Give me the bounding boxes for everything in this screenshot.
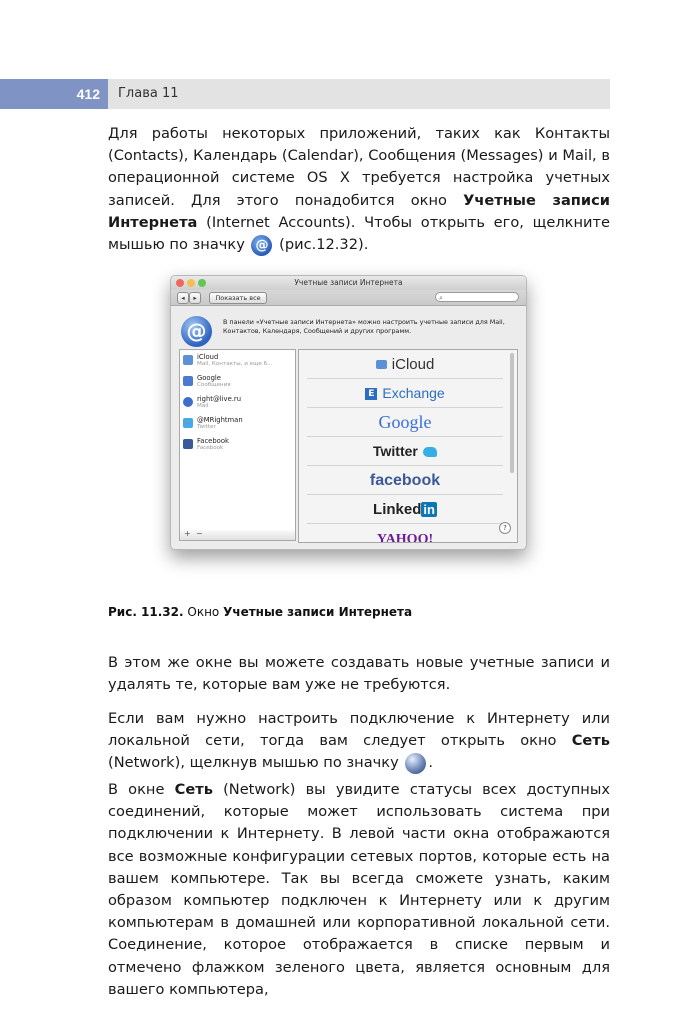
paragraph-4	[108, 779, 610, 1001]
account-sub: Mail	[197, 403, 209, 409]
window-toolbar	[171, 290, 526, 306]
caption-label: Рис. 11.32.	[108, 605, 184, 619]
provider-facebook[interactable]	[307, 466, 503, 495]
provider-icloud[interactable]	[307, 350, 503, 379]
at-icon	[183, 397, 193, 407]
provider-google[interactable]	[307, 408, 503, 437]
provider-label: Twitter	[373, 443, 418, 459]
caption-text: Окно	[183, 605, 224, 619]
accounts-list-controls	[179, 530, 296, 541]
account-item[interactable]	[183, 353, 293, 373]
chapter-title: Глава 11	[118, 86, 179, 101]
para3-text-3: .	[428, 754, 434, 772]
internet-accounts-icon: @	[251, 235, 272, 256]
intro-text: Для работы некоторых приложений, таких как Контакты (Contacts), Календарь (Calendar), Сообщения (Messages) и Mail, в операционной системе OS X требуется настройка учетных записей. Для этого понадобится окно	[108, 125, 610, 209]
account-item[interactable]	[183, 437, 293, 457]
accounts-list	[179, 349, 296, 531]
search-input[interactable]	[435, 292, 519, 302]
back-button[interactable]: ◂	[177, 292, 189, 304]
account-item[interactable]	[183, 374, 293, 394]
facebook-icon	[183, 439, 193, 449]
remove-account-button[interactable]: −	[196, 529, 203, 538]
network-globe-icon	[405, 753, 426, 774]
intro-bold: Учетные записи Интернета	[108, 191, 610, 231]
para4-bold: Сеть	[174, 781, 213, 798]
provider-label: Linked	[373, 501, 422, 518]
provider-linkedin[interactable]	[307, 495, 503, 524]
provider-label: facebook	[369, 472, 441, 489]
help-button[interactable]: ?	[499, 522, 511, 534]
account-name: Google	[197, 374, 221, 382]
providers-scrollbar[interactable]	[510, 353, 514, 473]
paragraph-3	[108, 708, 610, 775]
para3-text-2: (Network), щелкнув мышью по значку	[108, 754, 404, 772]
exchange-icon: E	[365, 388, 377, 400]
internet-accounts-large-icon: @	[181, 316, 212, 347]
internet-accounts-window	[170, 275, 527, 550]
account-item[interactable]	[183, 416, 293, 436]
account-sub: Сообщения	[197, 382, 231, 388]
running-header	[108, 79, 610, 109]
account-sub: Twitter	[197, 424, 216, 430]
google-icon	[183, 376, 193, 386]
account-item[interactable]	[183, 395, 293, 415]
add-account-button[interactable]: +	[184, 529, 191, 538]
paragraph-2: В этом же окне вы можете создавать новые учетные записи и удалять те, которые вам уже не требуются.	[108, 654, 610, 694]
provider-label: Exchange	[382, 385, 445, 401]
providers-list	[298, 349, 518, 543]
para4-text: В окне	[108, 781, 175, 798]
intro-text-3: (рис.12.32).	[274, 236, 369, 254]
para3-bold: Сеть	[571, 732, 610, 750]
intro-text-2: (Internet Accounts). Чтобы открыть его, щелкните мышью по значку	[108, 213, 610, 254]
para3-text: Если вам нужно настроить подключение к Интернету или локальной сети, тогда вам следует открыть окно	[108, 710, 610, 750]
window-title: Учетные записи Интернета	[294, 278, 403, 287]
window-titlebar	[171, 276, 526, 290]
cloud-icon	[376, 360, 387, 369]
account-name: right@live.ru	[197, 395, 242, 403]
figure-caption	[108, 605, 412, 619]
linkedin-badge: in	[423, 502, 435, 517]
provider-label: YAHOO!	[376, 532, 434, 543]
provider-label: iCloud	[391, 356, 435, 373]
provider-exchange[interactable]	[307, 379, 503, 408]
show-all-button[interactable]: Показать все	[209, 292, 267, 304]
info-text: В панели «Учетные записи Интернета» можно настроить учетные записи для Mail, Контактов, Календаря, Сообщений и других программ.	[223, 318, 505, 335]
account-name: iCloud	[197, 353, 219, 361]
account-sub: Facebook	[197, 445, 224, 451]
twitter-bird-icon	[423, 447, 437, 457]
provider-label: Google	[378, 412, 432, 432]
provider-twitter[interactable]	[307, 437, 503, 466]
search-icon: ⌕	[439, 294, 443, 302]
caption-bold: Учетные записи Интернета	[223, 605, 413, 619]
account-sub: Mail, Контакты, и еще 6...	[197, 361, 273, 367]
twitter-icon	[183, 418, 193, 428]
page-number: 412	[76, 86, 100, 102]
intro-paragraph	[108, 123, 610, 256]
forward-button[interactable]: ▸	[189, 292, 201, 304]
account-name: @MRightman	[197, 416, 243, 424]
account-name: Facebook	[197, 437, 229, 445]
para4-text-2: (Network) вы увидите статусы всех доступных соединений, которые может использовать система при подключении к Интернету. В левой части окна отображаются все возможные конфигурации сетевых портов, которые есть на вашем компьютере. Так вы всегда сможете узнать, каким образом компьютер подключен к Интернету или к другим компьютерам в домашней или корпоративной локальной сети. Соединение, которое отображается в списке первым и отмечено флажком зеленого цвета, является основным для вашего компьютера,	[108, 781, 610, 998]
provider-yahoo[interactable]	[307, 524, 503, 543]
cloud-icon	[183, 355, 193, 365]
page-number-block	[0, 79, 108, 109]
